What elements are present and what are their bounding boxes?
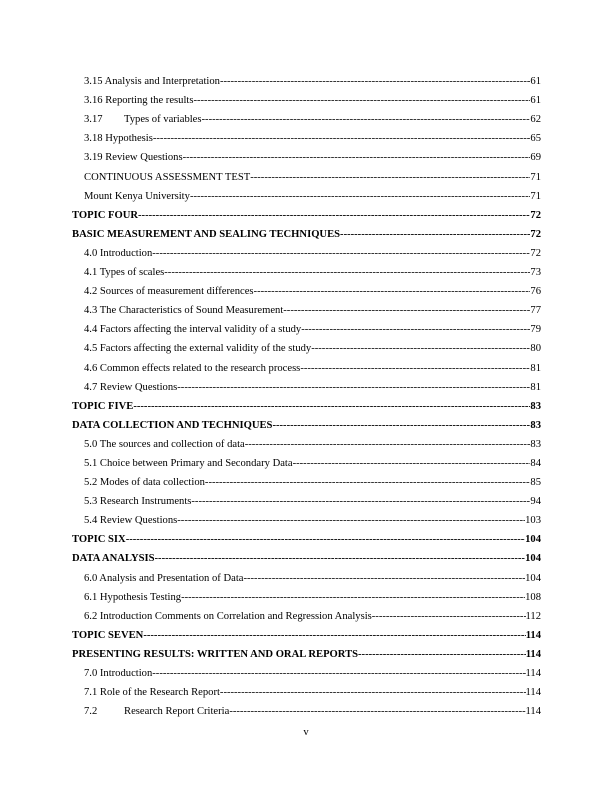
table-of-contents [72, 69, 541, 718]
toc-dot-leader [311, 343, 530, 355]
toc-entry-title: 4.3 The Characteristics of Sound Measurement [84, 305, 284, 317]
toc-entry[interactable] [72, 164, 541, 183]
toc-entry-title: DATA ANALYSIS [72, 553, 155, 565]
toc-entry[interactable] [72, 241, 541, 260]
toc-entry-title: 5.0 The sources and collection of data [84, 438, 245, 450]
toc-page-number: 94 [530, 496, 541, 508]
toc-page-number: 72 [530, 209, 541, 221]
toc-entry[interactable] [72, 279, 541, 298]
toc-page-number: 72 [530, 247, 541, 259]
toc-page-number: 71 [530, 190, 541, 202]
toc-page-number: 69 [530, 152, 541, 164]
toc-page-number: 114 [525, 668, 541, 679]
toc-entry[interactable] [72, 298, 541, 317]
toc-dot-leader [340, 229, 530, 241]
toc-entry[interactable] [72, 508, 541, 527]
toc-entry-title: PRESENTING RESULTS: WRITTEN AND ORAL REPORTS [72, 648, 359, 660]
toc-entry-text: Research Report Criteria [124, 706, 230, 718]
toc-entry-title: 3.16 Reporting the results [84, 95, 194, 107]
toc-dot-leader [155, 553, 526, 565]
toc-page-number: 114 [525, 706, 541, 718]
toc-heading-entry[interactable] [72, 623, 541, 642]
toc-dot-leader [243, 573, 525, 585]
toc-entry[interactable] [72, 336, 541, 355]
toc-heading-entry[interactable] [72, 642, 541, 661]
toc-page-number: 104 [525, 572, 541, 584]
toc-page-number: 112 [525, 610, 541, 622]
toc-entry-title: 3.18 Hypothesis [84, 133, 153, 145]
toc-dot-leader [143, 630, 525, 642]
toc-page-number: 114 [525, 687, 541, 699]
toc-dot-leader [358, 649, 526, 661]
toc-entry-title: 4.7 Review Questions [84, 381, 178, 393]
toc-page-number: 80 [530, 343, 541, 355]
toc-dot-leader [183, 152, 531, 164]
toc-page-number: 65 [530, 133, 541, 145]
toc-page-number: 62 [530, 114, 541, 126]
toc-page-number: 103 [525, 515, 541, 527]
toc-dot-leader [372, 611, 526, 623]
toc-page-number: 114 [525, 629, 541, 641]
toc-dot-leader [245, 439, 531, 451]
toc-entry[interactable] [72, 470, 541, 489]
toc-entry-title: TOPIC FIVE [72, 400, 134, 412]
toc-entry-title: 4.0 Introduction [84, 247, 153, 259]
toc-entry-title: 4.2 Sources of measurement differences [84, 286, 254, 298]
toc-dot-leader [152, 248, 530, 260]
toc-dot-leader [177, 515, 525, 527]
toc-page-number: 77 [530, 305, 541, 317]
toc-dot-leader [220, 687, 526, 699]
toc-page-number: 79 [530, 324, 541, 336]
toc-dot-leader [250, 172, 530, 184]
toc-dot-leader [193, 95, 530, 107]
toc-entry-title: CONTINUOUS ASSESSMENT TEST [84, 171, 251, 183]
toc-page-number: 61 [530, 95, 541, 107]
toc-page-number: 73 [530, 267, 541, 279]
toc-dot-leader [229, 706, 525, 718]
toc-dot-leader [220, 76, 530, 88]
toc-entry-number: 7.2 [84, 706, 98, 718]
toc-dot-leader [164, 267, 530, 279]
toc-entry-title: Mount Kenya University [84, 190, 190, 202]
toc-heading-entry[interactable] [72, 527, 541, 546]
toc-dot-leader [191, 496, 530, 508]
toc-entry[interactable] [72, 184, 541, 203]
toc-entry-title: 3.19 Review Questions [84, 152, 183, 164]
toc-entry[interactable] [72, 451, 541, 470]
toc-dot-leader [254, 286, 531, 298]
toc-heading-entry[interactable] [72, 546, 541, 565]
toc-dot-leader [293, 458, 531, 470]
toc-entry-title: 3.15 Analysis and Interpretation [84, 76, 220, 88]
toc-dot-leader [283, 305, 530, 317]
toc-entry[interactable] [72, 661, 541, 680]
toc-dot-leader [126, 534, 525, 546]
toc-entry[interactable] [72, 260, 541, 279]
toc-page-number: 84 [530, 457, 541, 469]
toc-page-number: 104 [525, 553, 541, 565]
toc-entry-text: Types of variables [124, 114, 202, 126]
toc-page-number: 83 [530, 419, 541, 431]
toc-entry-title: 4.1 Types of scales [84, 267, 165, 279]
toc-entry[interactable] [72, 145, 541, 164]
toc-entry[interactable] [72, 375, 541, 394]
toc-entry-title [84, 114, 202, 126]
toc-page-number: 61 [530, 76, 541, 88]
toc-page-number: 71 [530, 171, 541, 183]
toc-entry[interactable] [72, 355, 541, 374]
toc-entry[interactable] [72, 565, 541, 584]
toc-dot-leader [181, 592, 525, 604]
toc-entry-title: 6.0 Analysis and Presentation of Data [84, 572, 244, 584]
toc-page-number: 104 [525, 534, 541, 546]
toc-page-number: 81 [530, 381, 541, 393]
toc-page-number: 83 [530, 400, 541, 412]
toc-page-number: 81 [530, 362, 541, 374]
toc-entry[interactable] [72, 317, 541, 336]
toc-dot-leader [301, 324, 530, 336]
toc-entry-title: 5.2 Modes of data collection [84, 477, 205, 489]
toc-entry[interactable] [72, 69, 541, 88]
toc-page-number: 83 [530, 438, 541, 450]
page-number-footer: v [303, 727, 309, 738]
toc-entry-number: 3.17 [84, 114, 103, 126]
toc-entry[interactable] [72, 680, 541, 699]
toc-dot-leader [177, 382, 530, 394]
toc-entry-title: 5.4 Review Questions [84, 515, 178, 527]
toc-entry-title: BASIC MEASUREMENT AND SEALING TECHNIQUES [72, 228, 341, 240]
toc-entry-title: 4.5 Factors affecting the external validity of the study [84, 343, 312, 355]
toc-dot-leader [153, 133, 531, 145]
toc-entry-title: 4.4 Factors affecting the interval validity of a study [84, 324, 302, 336]
toc-entry-title: TOPIC FOUR [72, 209, 139, 221]
toc-entry[interactable] [72, 107, 541, 126]
toc-entry-title: TOPIC SIX [72, 534, 126, 546]
toc-page-number: 108 [525, 591, 541, 603]
toc-heading-entry[interactable] [72, 203, 541, 222]
toc-page-number: 72 [530, 228, 541, 240]
toc-dot-leader [133, 401, 530, 413]
toc-dot-leader [202, 114, 531, 126]
toc-dot-leader [190, 191, 530, 203]
toc-entry-title: 7.1 Role of the Research Report [84, 687, 220, 699]
toc-entry[interactable] [72, 126, 541, 145]
toc-dot-leader [138, 210, 530, 222]
toc-entry-title: 4.6 Common effects related to the research process [84, 362, 301, 374]
toc-heading-entry[interactable] [72, 222, 541, 241]
toc-entry-title: DATA COLLECTION AND TECHNIQUES [72, 419, 273, 431]
toc-dot-leader [300, 363, 530, 375]
toc-entry[interactable] [72, 489, 541, 508]
toc-dot-leader [205, 477, 530, 489]
toc-entry-title: TOPIC SEVEN [72, 629, 144, 641]
toc-entry[interactable] [72, 585, 541, 604]
toc-entry[interactable] [72, 88, 541, 107]
toc-entry-title: 5.3 Research Instruments [84, 496, 192, 508]
toc-entry-title: 6.1 Hypothesis Testing [84, 591, 182, 603]
toc-heading-entry[interactable] [72, 394, 541, 413]
toc-page-number: 85 [530, 477, 541, 489]
toc-entry-title: 5.1 Choice between Primary and Secondary Data [84, 457, 293, 469]
toc-page-number: 114 [525, 648, 541, 660]
toc-dot-leader [152, 668, 525, 680]
toc-entry[interactable] [72, 699, 541, 718]
toc-heading-entry[interactable] [72, 413, 541, 432]
toc-entry-title: 7.0 Introduction [84, 668, 153, 679]
toc-page-number: 76 [530, 286, 541, 298]
toc-entry-title: 6.2 Introduction Comments on Correlation and Regression Analysis [84, 610, 372, 622]
toc-entry[interactable] [72, 432, 541, 451]
toc-entry-title [84, 706, 229, 718]
toc-entry[interactable] [72, 604, 541, 623]
toc-dot-leader [272, 420, 530, 432]
